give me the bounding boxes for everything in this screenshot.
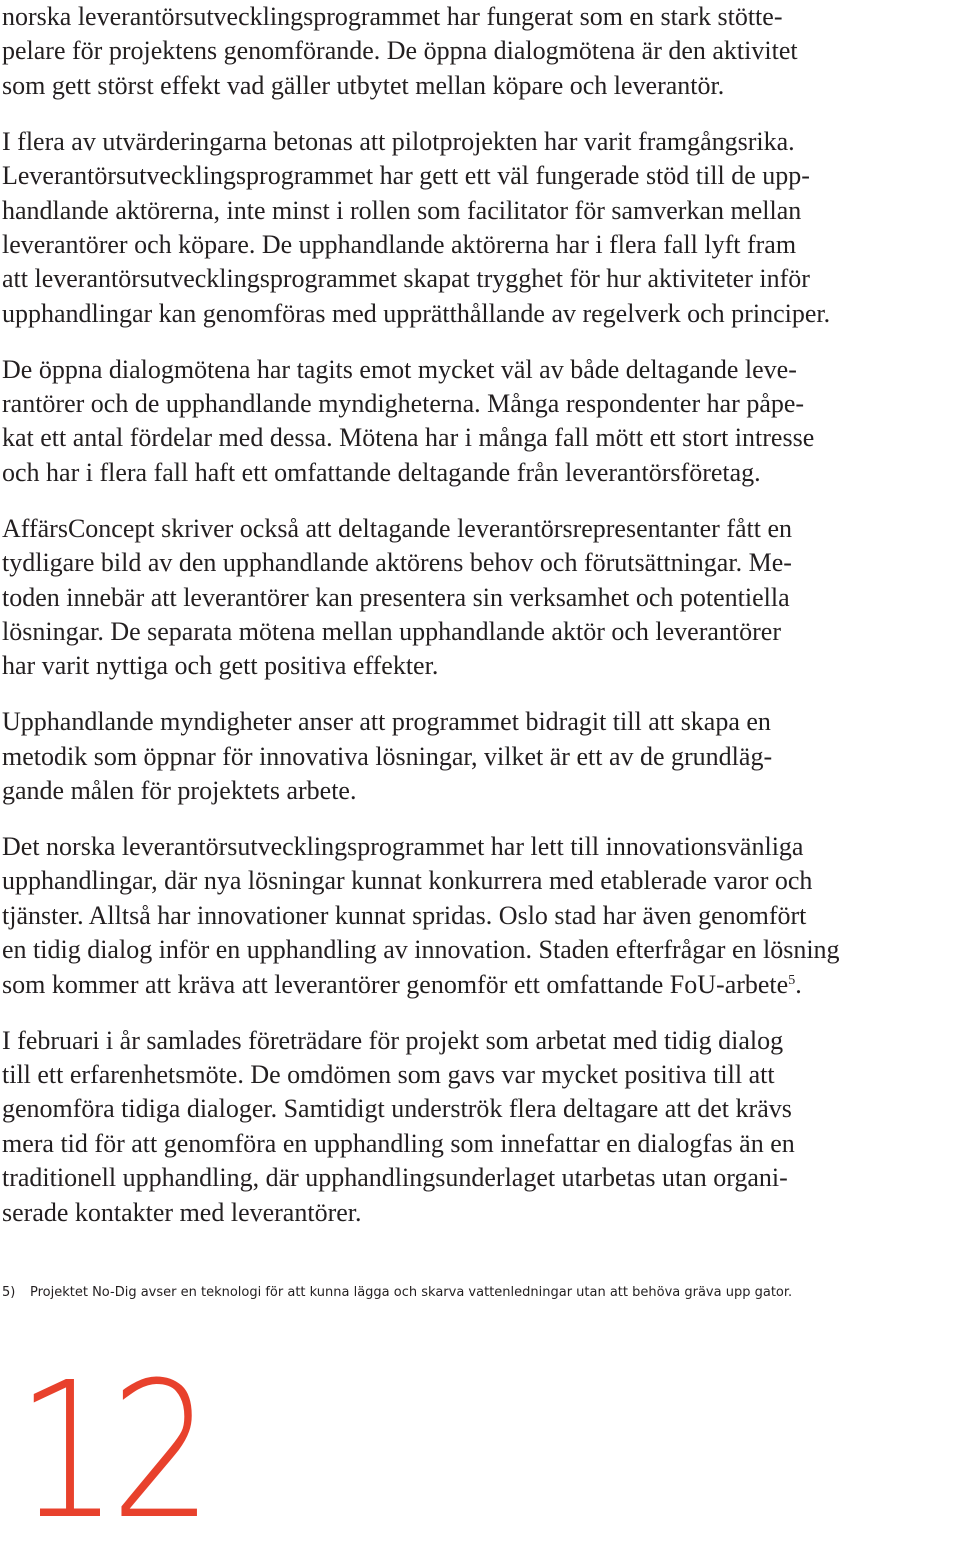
text-line: traditionell upphandling, där upphandlingsunderlaget utarbetas utan organi- <box>2 1163 788 1193</box>
text-line: AffärsConcept skriver också att deltagande leverantörsrepresentanter fått en <box>2 513 793 543</box>
text-line: Leverantörsutvecklingsprogrammet har gett ett väl fungerade stöd till de upp- <box>2 161 810 191</box>
text-line: handlande aktörerna, inte minst i rollen som facilitator för samverkan mellan <box>2 195 802 225</box>
text-punctuation: . <box>795 969 802 999</box>
text-line: kat ett antal fördelar med dessa. Mötena har i många fall mött ett stort intresse <box>2 423 815 453</box>
page-number: 12 <box>16 1342 205 1561</box>
body-text <box>2 0 960 1252</box>
text-line: pelare för projektens genomförande. De öppna dialogmötena är den aktivitet <box>2 36 798 66</box>
footnote-marker: 5) <box>2 1285 16 1300</box>
text-line: I flera av utvärderingarna betonas att pilotprojekten har varit framgångsrika. <box>2 126 795 156</box>
text-line: toden innebär att leverantörer kan presentera sin verksamhet och potentiella <box>2 582 790 612</box>
text-line: upphandlingar, där nya lösningar kunnat konkurrera med etablerade varor och <box>2 866 813 896</box>
text-line: leverantörer och köpare. De upphandlande aktörerna har i flera fall lyft fram <box>2 229 797 259</box>
text-line: metodik som öppnar för innovativa lösningar, vilket är ett av de grundläg- <box>2 741 773 771</box>
footnote-reference[interactable]: 5 <box>788 972 796 988</box>
footnote <box>2 1283 960 1303</box>
text-line: gande målen för projektets arbete. <box>2 776 357 806</box>
paragraph-6 <box>2 830 960 1002</box>
text-line: lösningar. De separata mötena mellan upphandlande aktör och leverantörer <box>2 617 781 646</box>
paragraph-7 <box>2 1024 960 1230</box>
paragraph-5 <box>2 705 960 808</box>
text-line: upphandlingar kan genomföras med upprätthållande av regelverk och principer. <box>2 298 831 328</box>
paragraph-2 <box>2 125 960 331</box>
footnote-text: Projektet No-Dig avser en teknologi för att kunna lägga och skarva vattenledningar utan att behöva gräva upp gator. <box>30 1285 793 1300</box>
paragraph-1 <box>2 0 960 103</box>
text-line: genomföra tidiga dialoger. Samtidigt underströk flera deltagare att det krävs <box>2 1094 792 1124</box>
text-line: en tidig dialog inför en upphandling av innovation. Staden efterfrågar en lösning <box>2 935 840 965</box>
text-line: som gett störst effekt vad gäller utbytet mellan köpare och leverantör. <box>2 70 725 100</box>
text-line: I februari i år samlades företrädare för projekt som arbetat med tidig dialog <box>2 1025 784 1055</box>
text-line: serade kontakter med leverantörer. <box>2 1197 362 1227</box>
text-line: rantörer och de upphandlande myndigheterna. Många respondenter har påpe- <box>2 389 805 419</box>
paragraph-3 <box>2 353 960 491</box>
text-line: som kommer att kräva att leverantörer genomför ett omfattande FoU-arbete <box>2 969 789 999</box>
text-line: mera tid för att genomföra en upphandling som innefattar en dialogfas än en <box>2 1128 795 1158</box>
text-line: och har i flera fall haft ett omfattande deltagande från leverantörsföretag. <box>2 457 761 487</box>
text-line: tjänster. Alltså har innovationer kunnat spridas. Oslo stad har även genomfört <box>2 900 807 930</box>
text-line: har varit nyttiga och gett positiva effekter. <box>2 651 439 681</box>
text-line: Upphandlande myndigheter anser att programmet bidragit till att skapa en <box>2 707 771 737</box>
text-line: De öppna dialogmötena har tagits emot mycket väl av både deltagande leve- <box>2 354 797 384</box>
text-line: Det norska leverantörsutvecklingsprogrammet har lett till innovationsvänliga <box>2 832 804 862</box>
text-line: att leverantörsutvecklingsprogrammet skapat trygghet för hur aktiviteter inför <box>2 264 810 294</box>
text-line: norska leverantörsutvecklingsprogrammet har fungerat som en stark stötte- <box>2 2 783 31</box>
text-line: till ett erfarenhetsmöte. De omdömen som gavs var mycket positiva till att <box>2 1059 775 1089</box>
paragraph-4 <box>2 512 960 684</box>
text-line: tydligare bild av den upphandlande aktörens behov och förutsättningar. Me- <box>2 548 792 578</box>
